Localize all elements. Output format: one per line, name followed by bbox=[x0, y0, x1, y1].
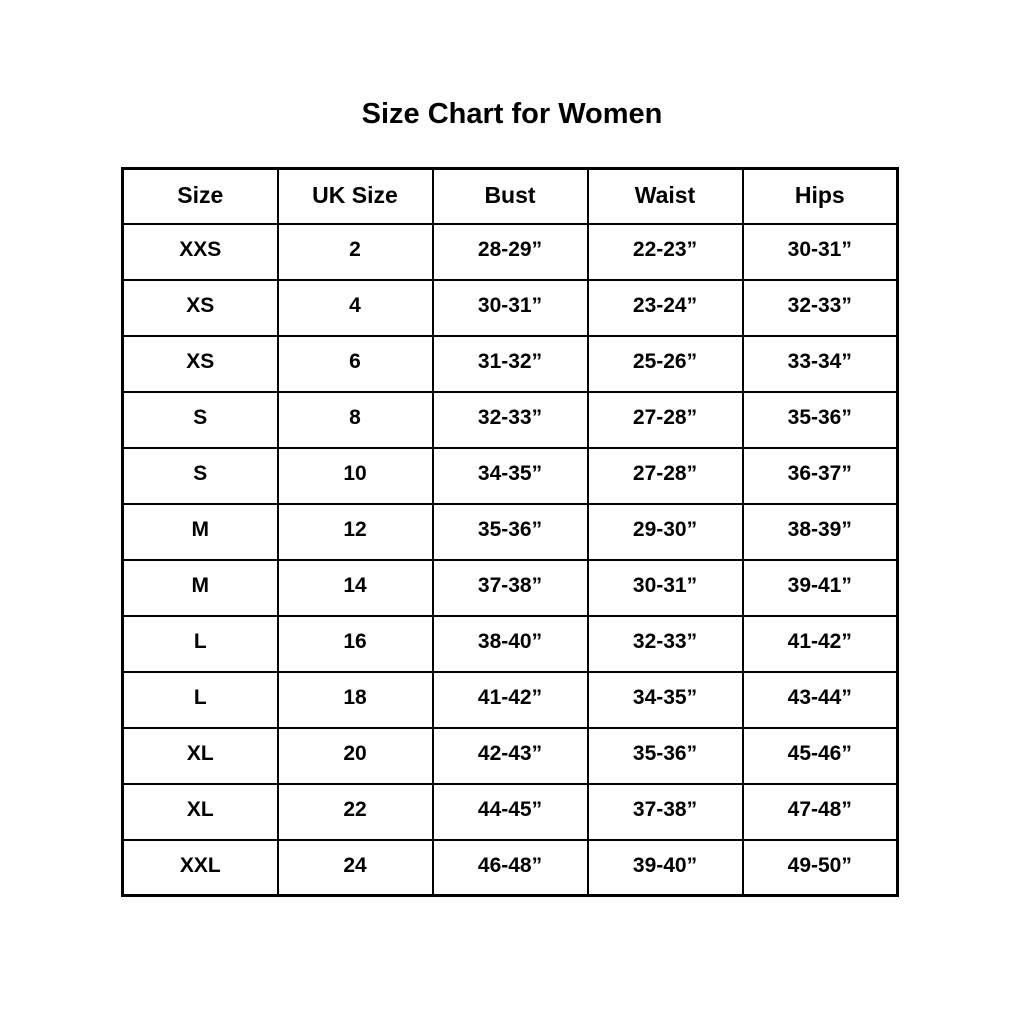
cell-uk: 10 bbox=[278, 448, 433, 504]
cell-hips: 45-46” bbox=[743, 728, 898, 784]
cell-waist: 39-40” bbox=[588, 840, 743, 896]
cell-bust: 38-40” bbox=[433, 616, 588, 672]
cell-size: S bbox=[123, 392, 278, 448]
header-waist: Waist bbox=[588, 169, 743, 224]
cell-hips: 39-41” bbox=[743, 560, 898, 616]
cell-waist: 23-24” bbox=[588, 280, 743, 336]
header-bust: Bust bbox=[433, 169, 588, 224]
cell-hips: 33-34” bbox=[743, 336, 898, 392]
cell-uk: 8 bbox=[278, 392, 433, 448]
table-row bbox=[123, 224, 898, 280]
table-row bbox=[123, 336, 898, 392]
cell-uk: 14 bbox=[278, 560, 433, 616]
cell-size: XL bbox=[123, 728, 278, 784]
cell-hips: 47-48” bbox=[743, 784, 898, 840]
cell-size: XS bbox=[123, 336, 278, 392]
cell-bust: 41-42” bbox=[433, 672, 588, 728]
cell-uk: 12 bbox=[278, 504, 433, 560]
header-uk-size: UK Size bbox=[278, 169, 433, 224]
cell-hips: 32-33” bbox=[743, 280, 898, 336]
page-title: Size Chart for Women bbox=[361, 98, 663, 130]
cell-uk: 24 bbox=[278, 840, 433, 896]
table-row bbox=[123, 784, 898, 840]
cell-size: XL bbox=[123, 784, 278, 840]
cell-bust: 37-38” bbox=[433, 560, 588, 616]
cell-uk: 6 bbox=[278, 336, 433, 392]
cell-waist: 32-33” bbox=[588, 616, 743, 672]
cell-hips: 35-36” bbox=[743, 392, 898, 448]
cell-hips: 30-31” bbox=[743, 224, 898, 280]
cell-bust: 32-33” bbox=[433, 392, 588, 448]
cell-waist: 37-38” bbox=[588, 784, 743, 840]
cell-waist: 22-23” bbox=[588, 224, 743, 280]
cell-waist: 35-36” bbox=[588, 728, 743, 784]
table-row bbox=[123, 672, 898, 728]
cell-uk: 22 bbox=[278, 784, 433, 840]
cell-size: M bbox=[123, 560, 278, 616]
cell-uk: 16 bbox=[278, 616, 433, 672]
cell-hips: 43-44” bbox=[743, 672, 898, 728]
cell-size: XS bbox=[123, 280, 278, 336]
cell-hips: 38-39” bbox=[743, 504, 898, 560]
cell-bust: 34-35” bbox=[433, 448, 588, 504]
cell-bust: 46-48” bbox=[433, 840, 588, 896]
cell-size: L bbox=[123, 616, 278, 672]
cell-waist: 29-30” bbox=[588, 504, 743, 560]
cell-waist: 25-26” bbox=[588, 336, 743, 392]
cell-uk: 4 bbox=[278, 280, 433, 336]
table-row bbox=[123, 280, 898, 336]
cell-hips: 41-42” bbox=[743, 616, 898, 672]
cell-bust: 35-36” bbox=[433, 504, 588, 560]
table-row bbox=[123, 840, 898, 896]
cell-size: M bbox=[123, 504, 278, 560]
table-body bbox=[123, 224, 898, 896]
cell-bust: 42-43” bbox=[433, 728, 588, 784]
header-size: Size bbox=[123, 169, 278, 224]
cell-waist: 27-28” bbox=[588, 392, 743, 448]
header-row bbox=[123, 169, 898, 224]
table-row bbox=[123, 504, 898, 560]
cell-uk: 18 bbox=[278, 672, 433, 728]
cell-waist: 27-28” bbox=[588, 448, 743, 504]
cell-waist: 34-35” bbox=[588, 672, 743, 728]
cell-bust: 30-31” bbox=[433, 280, 588, 336]
table-row bbox=[123, 560, 898, 616]
cell-size: XXS bbox=[123, 224, 278, 280]
cell-bust: 31-32” bbox=[433, 336, 588, 392]
header-hips: Hips bbox=[743, 169, 898, 224]
table-header bbox=[123, 169, 898, 224]
cell-bust: 44-45” bbox=[433, 784, 588, 840]
table-row bbox=[123, 616, 898, 672]
cell-size: L bbox=[123, 672, 278, 728]
cell-size: S bbox=[123, 448, 278, 504]
cell-hips: 36-37” bbox=[743, 448, 898, 504]
table-row bbox=[123, 392, 898, 448]
table-row bbox=[123, 728, 898, 784]
cell-hips: 49-50” bbox=[743, 840, 898, 896]
size-chart-table bbox=[121, 167, 899, 897]
cell-waist: 30-31” bbox=[588, 560, 743, 616]
cell-bust: 28-29” bbox=[433, 224, 588, 280]
cell-uk: 2 bbox=[278, 224, 433, 280]
table-row bbox=[123, 448, 898, 504]
cell-uk: 20 bbox=[278, 728, 433, 784]
cell-size: XXL bbox=[123, 840, 278, 896]
